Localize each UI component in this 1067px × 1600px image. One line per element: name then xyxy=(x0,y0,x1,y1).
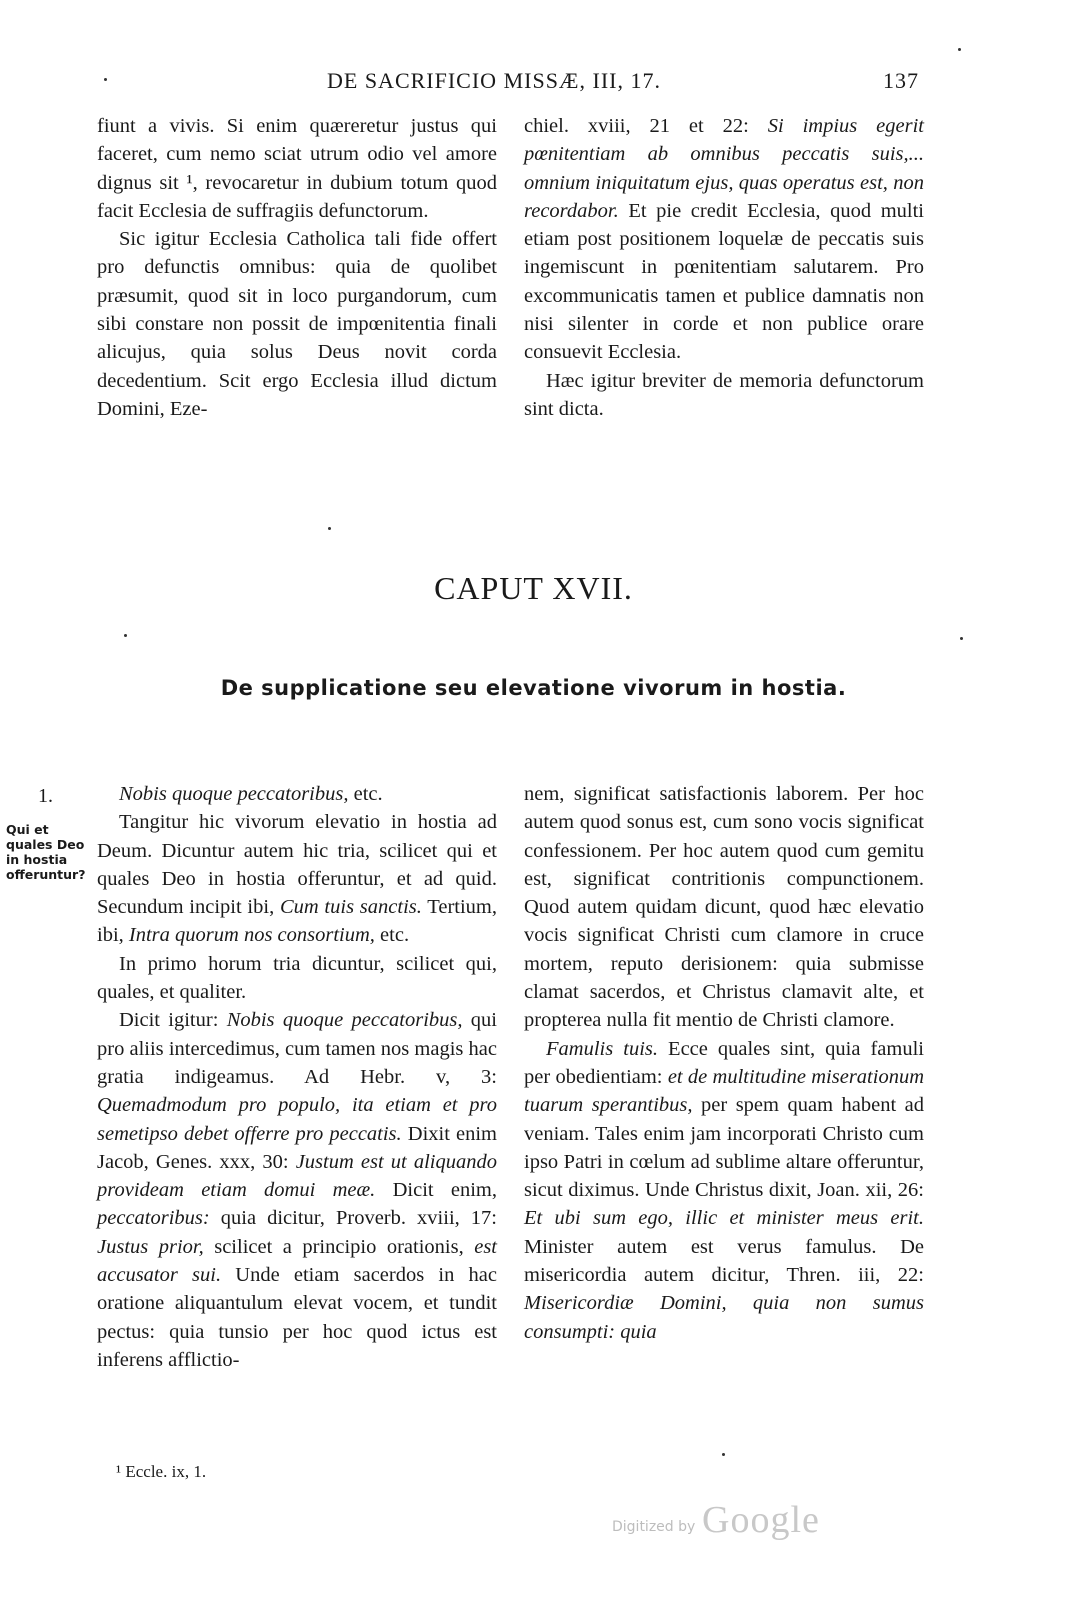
top-right-column xyxy=(524,112,924,423)
quotation: peccatoribus: xyxy=(97,1207,210,1230)
paragraph: nem, significat satisfactionis laborem. Per hoc autem quod sonus est, cum sono vocis significat confessionem. Per hoc autem quod cum gemitu est, significat contritionis compunctionem. Quod autem quidam dicunt, quod hæc elevatio vocis significat Christi cum clamore in cruce mortem, reputo derisionem: quia submisse clamat sacerdos, et Christus clamavit alte, et propterea nulla fit mentio de Christi clamore. xyxy=(524,783,924,1032)
paragraph xyxy=(97,808,497,949)
running-head xyxy=(95,62,925,96)
paragraph xyxy=(524,1035,924,1346)
text-run: Et pie credit Ecclesia, quod multi etiam post positionem loquelæ de peccatis suis ingemiscunt in pœnitentiam salutarem. Pro excommunicatis tamen et publice damnatis non nisi silenter in corde et non publice orare consuevit Ecclesia. xyxy=(524,199,924,364)
paragraph: Hæc igitur breviter de memoria defunctorum sint dicta. xyxy=(524,369,924,420)
scan-speck xyxy=(958,48,961,51)
text-run: Dixit enim Jacob, Genes. xxx, 30: xyxy=(97,1122,497,1173)
text-run: Tangitur hic vivorum elevatio in hostia ad Deum. Dicuntur autem hic tria, scilicet qui et quales Deo in hostia offeruntur, et ad quid. Secundum incipit ibi, xyxy=(97,811,497,919)
paragraph xyxy=(97,780,497,808)
text-run: chiel. xviii, 21 et 22: xyxy=(524,115,768,137)
text-run: qui pro aliis intercedimus, cum tamen nos magis hac gratia indigeamus. Ad Hebr. v, 3: xyxy=(97,1009,497,1088)
text-run: Minister autem est verus famulus. De misericordia autem dicitur, Thren. iii, 22: xyxy=(524,1235,924,1287)
text-run: Dicit igitur: xyxy=(119,1009,227,1032)
top-left-column xyxy=(97,112,497,423)
bottom-left-column xyxy=(97,780,497,1374)
text-run: Dicit enim, xyxy=(375,1179,497,1202)
chapter-heading: CAPUT XVII. xyxy=(434,570,633,606)
chapter-subtitle: De supplicatione seu elevatione vivorum in hostia. xyxy=(220,676,847,700)
quotation: Famulis tuis. xyxy=(546,1037,658,1060)
quotation: et de multitudine miserationum tuarum sperantibus, xyxy=(524,1065,924,1117)
text-run: etc. xyxy=(374,924,410,947)
footnote: ¹ Eccle. ix, 1. xyxy=(116,1462,207,1481)
paragraph xyxy=(97,1006,497,1374)
quotation: Justum est ut aliquando provideam etiam domui meæ. xyxy=(97,1150,497,1202)
text-run: Unde etiam sacerdos in hac oratione aliquantulum elevat vocem, et tundit pectus: quia tunsio per hoc quod ictus est inferens afflictio- xyxy=(97,1264,497,1371)
scan-speck xyxy=(328,527,331,530)
running-title: DE SACRIFICIO MISSÆ, III, 17. xyxy=(327,68,661,93)
digitized-watermark xyxy=(612,1498,842,1544)
quotation: Misericordiæ Domini, quia non sumus consumpti: quia xyxy=(524,1292,924,1343)
quotation: Nobis quoque peccatoribus, xyxy=(226,1009,463,1032)
quotation: est accusator sui. xyxy=(97,1235,497,1287)
google-logo: Google xyxy=(702,1499,820,1541)
paragraph xyxy=(524,112,924,367)
quotation: Nobis quoque peccatoribus, xyxy=(119,783,349,805)
marginal-note: Qui et quales Deo in hostia offeruntur? xyxy=(6,822,86,882)
quotation: Si impius egerit pœnitentiam ab omnibus peccatis suis,... omnium iniquitatum ejus, quas operatus est, non recordabor. xyxy=(524,115,924,222)
scan-speck xyxy=(124,634,127,637)
text-run: scilicet a principio orationis, xyxy=(203,1235,475,1258)
watermark-prefix: Digitized by xyxy=(612,1519,696,1535)
quotation: Cum tuis sanctis. xyxy=(279,896,422,919)
text-run: per spem quam habent ad veniam. Tales enim jam incorporati Christo cum ipso Patri in cœlum ad sublime altare offeruntur, sicut diximus. Unde Christus dixit, Joan. xii, 26: xyxy=(524,1094,925,1202)
quotation: Intra quorum nos consortium, xyxy=(128,924,375,947)
quotation: Et ubi sum ego, illic et minister meus erit. xyxy=(524,1207,924,1230)
scan-speck xyxy=(960,637,963,640)
text-run: Tertium, ibi, xyxy=(97,896,498,947)
paragraph: In primo horum tria dicuntur, scilicet qui, quales, et qualiter. xyxy=(97,952,497,1004)
scan-speck xyxy=(722,1453,725,1456)
section-number: 1. xyxy=(38,785,53,807)
quotation: Justus prior, xyxy=(97,1235,204,1258)
bottom-right-column xyxy=(524,780,924,1346)
page-number: 137 xyxy=(883,68,919,93)
paragraph: fiunt a vivis. Si enim quæreretur justus qui faceret, cum nemo sciat utrum odio vel amore dignus sit ¹, revocaretur in dubium totum quod facit Ecclesia de suffragiis defunctorum. xyxy=(97,115,497,222)
text-run: Ecce quales sint, quia famuli per obedientiam: xyxy=(524,1037,924,1088)
scan-speck xyxy=(104,78,107,81)
paragraph: Sic igitur Ecclesia Catholica tali fide offert pro defunctis omnibus: quia de quolibet præsumit, quod sit in loco purgandorum, cum sibi constare non possit de impœnitentia finali alicujus, quia solus Deus novit corda decedentium. Scit ergo Ecclesia illud dictum Domini, Eze- xyxy=(97,228,497,420)
text-run: etc. xyxy=(348,783,383,805)
quotation: Quemadmodum pro populo, ita etiam et pro semetipso debet offerre pro peccatis. xyxy=(97,1094,497,1145)
text-run: quia dicitur, Proverb. xviii, 17: xyxy=(209,1207,497,1230)
